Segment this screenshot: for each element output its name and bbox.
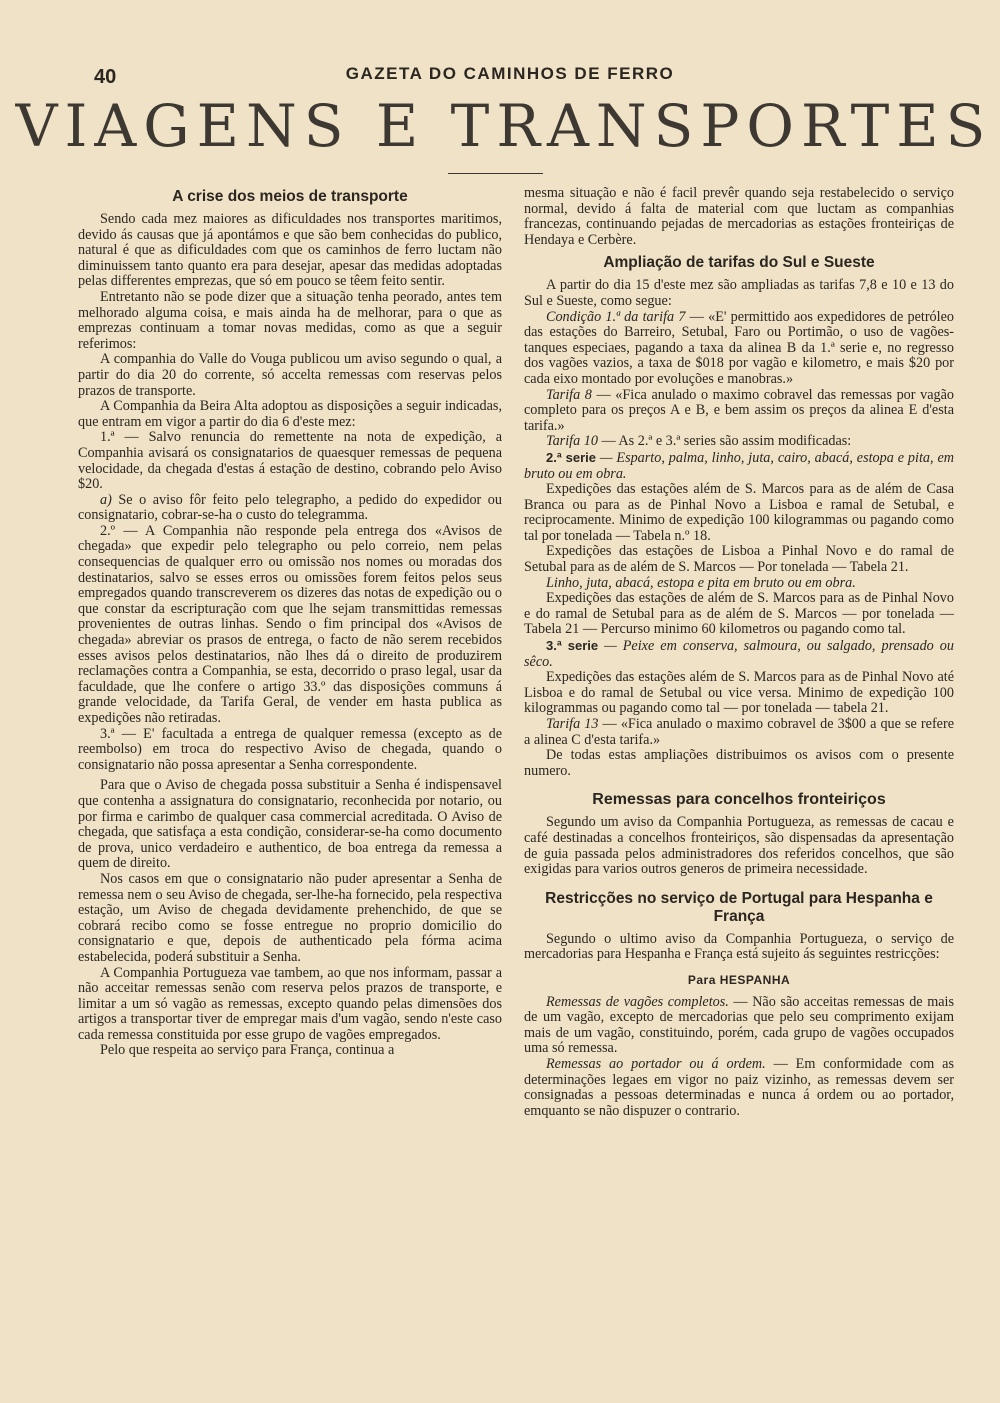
paragraph: A Companhia da Beira Alta adoptou as disposições a seguir indicadas, que entram em vigor a partir do dia 6 d'este mez: [78,398,502,430]
paragraph: mesma situação e não é facil prevêr quando seja restabelecido o serviço normal, devido á falta de material com que luctam as companhias francezas, continuando pejadas de mercadorias as estações fronteiriças de Hendaya e Cerbère. [524,185,954,248]
paragraph: Segundo um aviso da Companhia Portugueza, as remessas de cacau e café destinadas a concelhos fronteiriços, são dispensadas da apresentação de guia passada pelos administradores dos referidos concelhos, que são exigidas para varios outros generos de primeira necessidade. [524,814,954,878]
item-label: Remessas de vagões completos. [546,993,729,1010]
article-heading: Restricções no serviço de Portugal para Hespanha e França [545,889,933,925]
paragraph-text: — Não são acceitas remessas de mais de um vagão, excepto de mercadorias que pelo seu comprimento exijam mais de um vagão, constituindo, porém, cada grupo de vagões occupados uma só remessa. [524,993,954,1057]
paragraph: Expedições das estações de além de S. Marcos para as de Pinhal Novo e do ramal de Setubal para as de além de S. Marcos — por tonelada — Tabela 21 — Percurso minimo 60 kilometros ou pagando como tal. [524,590,954,638]
paragraph: 1.ª — Salvo renuncia do remettente na nota de expedição, a Companhia avisará os consignatarios de quaesquer remessas de pequena velocidade, da chegada d'estas á estação de destino, cobrando pelo Aviso $20. [78,429,502,493]
paragraph: De todas estas ampliações distribuimos os avisos com o presente numero. [524,747,954,779]
paragraph: Expedições das estações de Lisboa a Pinhal Novo e do ramal de Setubal para as de além de S. Marcos — Por tonelada — Tabela 21. [524,543,954,576]
paragraph-text: — As 2.ª e 3.ª series são assim modificadas: [597,433,852,450]
paragraph [524,434,954,450]
paragraph-text: — «Fica anulado o maximo cobravel de 3$00 a que se refere a alinea C d'esta tarifa.» [524,716,955,748]
paragraph: Sendo cada mez maiores as dificuldades nos transportes maritimos, devido ás causas que já apontámos e que são bem conhecidas do publico, natural é que as dificuldades com que os caminhos de ferro luctam não diminuissem tanto quanto era para desejar, apesar das medidas adoptadas pelas differentes emprezas, que só em pouco se têem feito sentir. [78,211,502,290]
paragraph: Expedições das estações além de S. Marcos para as de Pinhal Novo até Lisboa e do ramal de Setubal ou vice versa. Minimo de expedição 100 kilogrammas ou pagando como tal — por tonelada — tabela 21. [524,669,954,717]
paragraph [524,310,954,388]
paragraph [524,450,954,482]
paragraph [78,493,502,524]
paragraph [524,995,954,1057]
item-label: Tarifa 10 [546,433,598,450]
item-label: Condição 1.ª da tarifa 7 [546,308,686,325]
paragraph [524,388,954,435]
page-number: 40 [94,66,117,88]
paragraph [524,638,954,670]
paragraph: Pelo que respeita ao serviço para França, continua a [100,1042,395,1059]
paragraph: A partir do dia 15 d'este mez são ampliadas as tarifas 7,8 e 10 e 13 do Sul e Sueste, como segue: [524,277,954,309]
section-title: VIAGENS E TRANSPORTES [15,92,993,160]
paragraph-text: — «Fica anulado o maximo cobravel das remessas por vagão completo para os preços A e B, e bem assim os preços da alinea E d'esta tarifa.» [524,386,954,434]
item-label: 2.ª serie [546,449,596,465]
paragraph: Linho, juta, abacá, estopa e pita em bruto ou em obra. [546,574,856,591]
paragraph: Nos casos em que o consignatario não puder apresentar a Senha de remessa nem o seu Aviso de chegada, ser-lhe-ha fornecido, pela respectiva estação, um Aviso de chegada devidamente prehenchido, de que se cobrará recibo como se fosse entregue no proprio domicilio do consignatario e que, depois de authenticado pela fórma acima estabelecida, poderá substituir a Senha. [78,870,502,965]
paragraph: A Companhia Portugueza vae tambem, ao que nos informam, passar a não acceitar remessas senão com reserva pelos prazos de transporte, e limitar a um só vagão as remessas, excepto quando pelas dimensões dos artigos a transportar tiver de empregar mais d'um vagão, sendo n'este caso cada remessa constituida por esse grupo de vagões empregados. [78,964,502,1043]
item-label: 3.ª serie [546,638,599,654]
paragraph: Segundo o ultimo aviso da Companhia Portugueza, o serviço de mercadorias para Hespanha e França está sujeito ás seguintes restricções: [524,930,954,963]
paragraph-text: — Esparto, palma, linho, juta, cairo, abacá, estopa e pita, em bruto ou em obra. [524,449,954,482]
article-heading: Ampliação de tarifas do Sul e Sueste [603,254,875,272]
item-label: Tarifa 8 [546,386,592,403]
subheading: Para HESPANHA [687,972,791,987]
paragraph-text: — Peixe em conserva, salmoura, ou salgado, prensado ou sêco. [524,638,954,670]
left-column [78,188,502,1059]
paragraph: A companhia do Valle do Vouga publicou um aviso segundo o qual, a partir do dia 20 do corrente, só accelta remessas com reservas pelos prazos de transporte. [78,351,502,399]
item-label: Tarifa 13 [546,716,599,732]
paragraph: Entretanto não se pode dizer que a situação tenha peorado, antes tem melhorado alguma coisa, e mais ainda ha de melhorar, para o que as emprezas continuam a tomar novas medidas, como as que a seguir referimos: [78,288,502,352]
article-heading: Remessas para concelhos fronteiriços [592,791,886,809]
paragraph: Para que o Aviso de chegada possa substituir a Senha é indispensavel que contenha a assignatura do consignatario, reconhecida por notario, ou por firma e carimbo de qualquer casa commercial acreditada. O Aviso de chegada, que satisfaça a esta condição, considerar-se-ha como documento de prova, unico verdadeiro e authentico, de boa entrega da remessa a quem de direito. [78,777,502,872]
paragraph: 2.º — A Companhia não responde pela entrega dos «Avisos de chegada» que expedir pelo telegrapho ou pelo correio, nem pelas consequencias de qualquer erro ou omissão nos nomes ou moradas dos destinatarios, salvo se esses erros ou omissões forem feitos pelos seus empregados quando transcreverem os dizeres das notas de expedição ou o que constar da escripturação com que lhe sejam transmittidas remessas provenientes de outras linhas. Sendo o fim principal dos «Avisos de chegada» abreviar os prasos de entrega, o facto de não serem recebidos esses avisos pelos destinatarios, não lhes dá o direito de produzirem reclamações contra a Companhia, se esta, decorrido o praso legal, usar da faculdade, que lhe confere o artigo 33.º das disposições communs á grande velocidade, da Tarifa Geral, de vender em hasta publica as expedições não retiradas. [78,522,502,726]
paragraph-text: — «E' permittido aos expedidores de petróleo das estações do Barreiro, Setubal, Faro ou Portimão, o uso de vagões-tanques especiaes, pagando a taxa da alinea B da 1.ª serie e, no regresso dos vagões vazios, a taxa de $018 por vagão e kilometro, e mais $20 por cada eixo montado por evoluções e manobras.» [524,308,954,387]
paragraph [524,1057,954,1119]
paragraph: Expedições das estações além de S. Marcos para as de além de Casa Branca ou para as de Pinhal Novo a Lisboa e ramal de Setubal, e reciprocamente. Minimo de expedição 100 kilogrammas ou pagando como tal por tonelada — Tabela n.º 18. [524,481,954,544]
title-rule [448,173,543,174]
paragraph [524,717,954,748]
running-head: GAZETA DO CAMINHOS DE FERRO [345,64,675,83]
paragraph: 3.ª — E' facultada a entrega de qualquer remessa (excepto as de reembolso) em troca do respectivo Aviso de chegada, quando o consignatario não possa apresentar a Senha correspondente. [78,725,502,773]
paragraph-text: Se o aviso fôr feito pelo telegrapho, a pedido do expedidor ou consignatario, cobrar-se-ha o custo do telegramma. [78,491,502,524]
paragraph-text: — Em conformidade com as determinações legaes em vigor no paiz vizinho, as remessas devem ser consignadas a pessoas determinadas e nunca á ordem ou ao portador, emquanto se não dispuzer o contrario. [524,1055,954,1119]
right-column [524,186,954,1119]
article-heading: A crise dos meios de transporte [172,188,408,205]
item-label: Remessas ao portador ou á ordem. [546,1055,766,1072]
item-label: a) [100,491,112,508]
